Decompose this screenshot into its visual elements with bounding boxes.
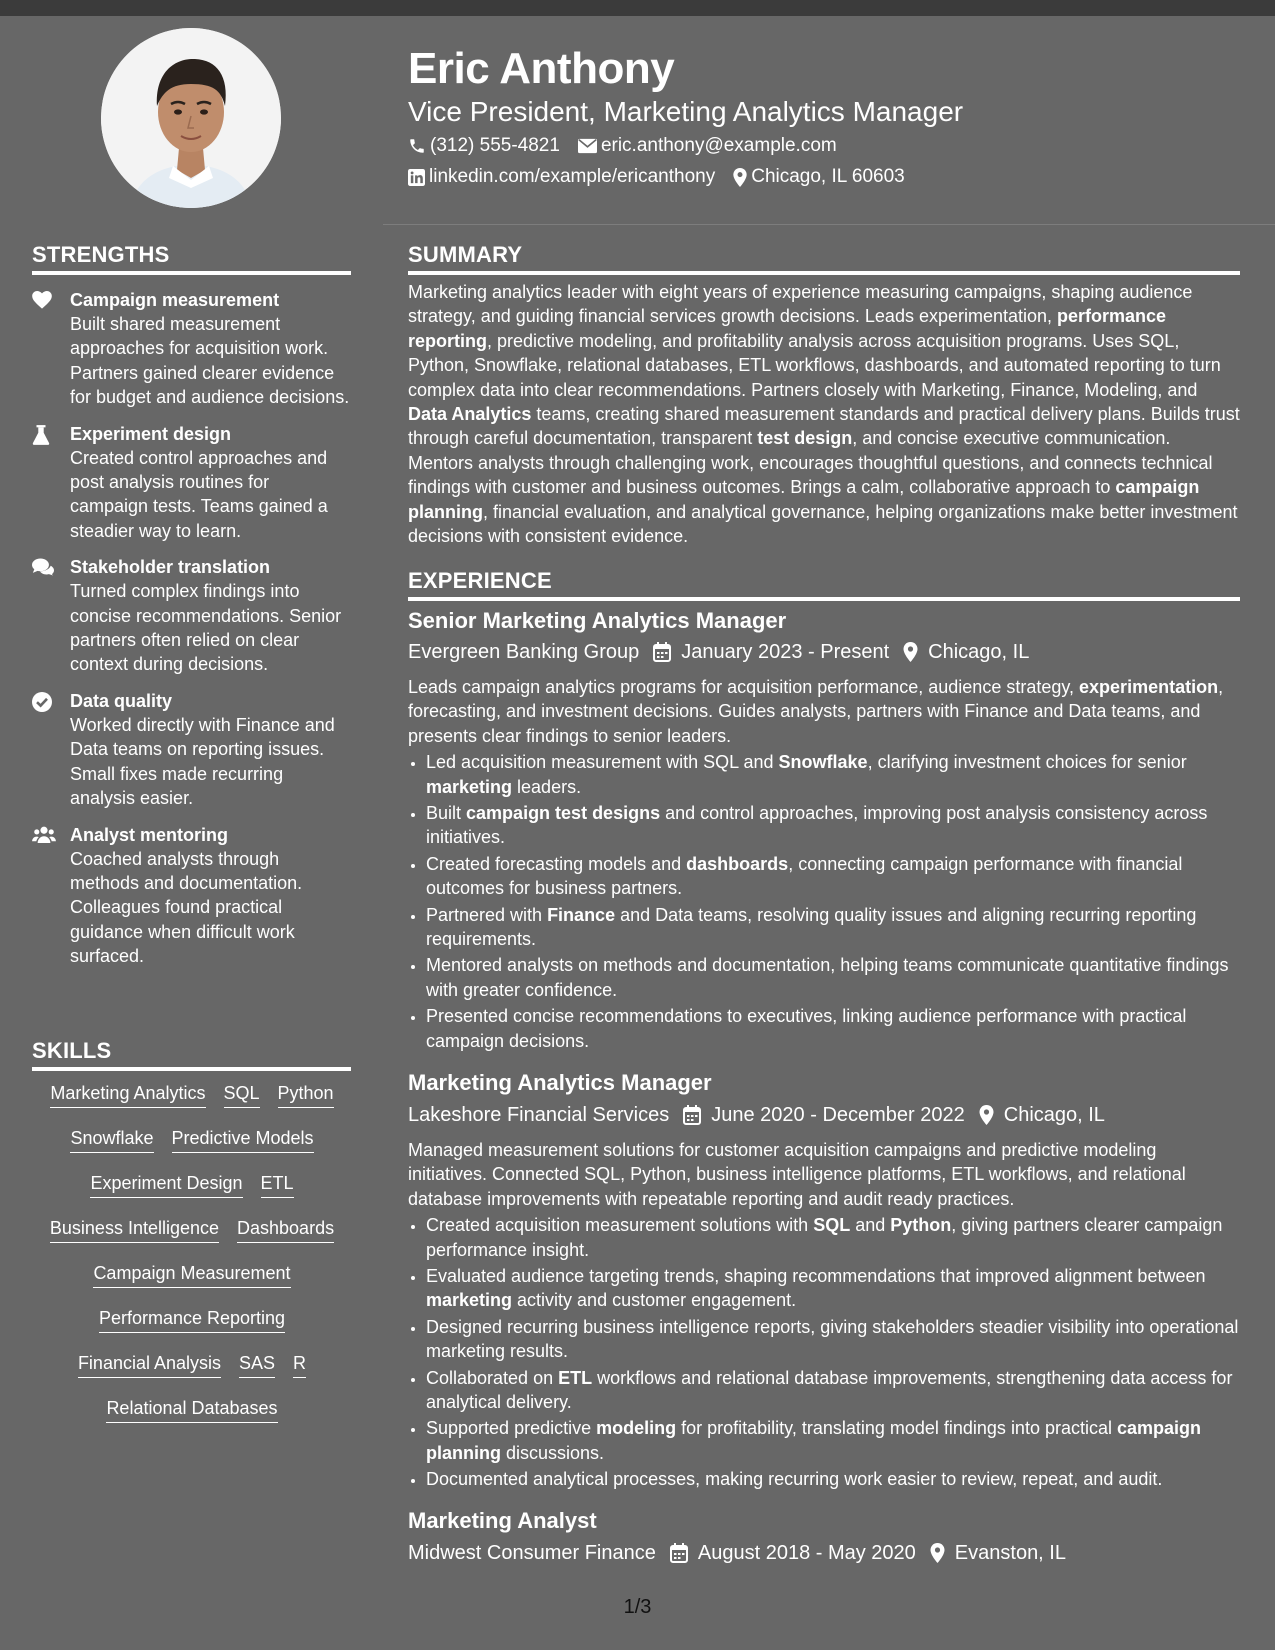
strengths-list (32, 288, 352, 981)
skill-tag: Experiment Design (90, 1172, 242, 1198)
bold-text: ETL (558, 1367, 593, 1388)
bold-text: modeling (596, 1418, 677, 1439)
job-description (408, 675, 1240, 1053)
text-run: and control approaches, improving post analysis consistency across initiatives. (426, 803, 1208, 848)
skill-row (32, 1127, 352, 1172)
bullet-item (426, 1366, 1240, 1415)
top-bar (0, 0, 1275, 16)
job-title: Senior Marketing Analytics Manager (408, 608, 787, 633)
bold-text: experimentation (1079, 677, 1219, 697)
candidate-name: Eric Anthony (408, 44, 675, 93)
bold-text: SQL (813, 1215, 851, 1236)
calendar-icon (670, 1543, 688, 1563)
text-run: Leads campaign analytics programs for acquisition performance, audience strategy, (408, 677, 1080, 697)
contact-location (733, 164, 905, 190)
phone-icon (408, 137, 426, 155)
users-icon (32, 826, 56, 843)
bullet-item (426, 852, 1240, 901)
bold-text: performance reporting (408, 306, 1167, 351)
candidate-title: Vice President, Marketing Analytics Manager (408, 96, 964, 127)
job-location: Chicago, IL (928, 641, 1030, 663)
text-run: , giving partners clearer campaign performance insight. (426, 1215, 1223, 1260)
job-location: Chicago, IL (1003, 1104, 1105, 1126)
text-run: and Data teams, resolving quality issues and aligning recurring reporting requirements. (426, 904, 1197, 950)
skill-tag: Python (278, 1082, 334, 1108)
text-run: Evaluated audience targeting trends, shaping recommendations that improved alignment between (426, 1266, 1206, 1287)
bold-text: marketing (426, 776, 513, 797)
text-run: Designed recurring business intelligence reports, giving stakeholders steadier visibility into operational marketing results. (426, 1316, 1239, 1362)
bold-text: campaign planning (426, 1418, 1202, 1463)
skills-heading: SKILLS (32, 1037, 351, 1071)
text-run: workflows and relational database improvements, strengthening data access for analytical delivery. (426, 1367, 1233, 1413)
skill-tag: Marketing Analytics (50, 1082, 205, 1108)
map-pin-icon (903, 642, 918, 662)
map-pin-icon (930, 1543, 945, 1563)
strength-item (32, 288, 352, 410)
strength-desc: Created control approaches and post analysis routines for campaign tests. Teams gained a steadier way to learn. (70, 447, 328, 541)
strength-title: Analyst mentoring (70, 824, 229, 845)
skill-tag: Business Intelligence (50, 1217, 219, 1243)
bold-text: Data Analytics (408, 404, 532, 425)
skill-row (32, 1172, 352, 1217)
skill-tag: SQL (224, 1082, 260, 1108)
text-run: Marketing analytics leader with eight years of experience measuring campaigns, shaping audience strategy, and guiding financial services growth decisions. Leads experimentation, (408, 282, 1193, 327)
strengths-heading: STRENGTHS (32, 241, 351, 275)
linkedin-icon (408, 169, 425, 186)
job-location: Evanston, IL (954, 1542, 1066, 1564)
bold-text: Python (890, 1215, 952, 1236)
skill-tag: Performance Reporting (99, 1307, 285, 1333)
text-run: discussions. (501, 1442, 605, 1463)
profile-photo (101, 28, 281, 208)
bullet-item (426, 1264, 1240, 1313)
skill-tag: Snowflake (70, 1127, 153, 1153)
job-company: Lakeshore Financial Services (408, 1104, 670, 1126)
text-run: Supported predictive (426, 1418, 597, 1439)
bullet-item (426, 801, 1240, 850)
bold-text: Finance (547, 904, 616, 925)
page-indicator: 1/3 (623, 1596, 652, 1618)
skill-row (32, 1397, 352, 1442)
strength-desc: Worked directly with Finance and Data teams on reporting issues. Small fixes made recurring analysis easier. (70, 714, 335, 809)
bullet-item (426, 903, 1240, 952)
text-run: Partnered with (426, 904, 548, 925)
text-run: Documented analytical processes, making recurring work easier to review, repeat, and audit. (426, 1469, 1163, 1490)
text-run: Collaborated on (426, 1367, 559, 1388)
contact-email[interactable] (578, 133, 837, 159)
job-company: Midwest Consumer Finance (408, 1542, 656, 1564)
job-meta (408, 1539, 1066, 1567)
text-run: , clarifying investment choices for senior (867, 752, 1187, 773)
text-run: Created forecasting models and (426, 853, 687, 874)
comments-icon (32, 558, 54, 576)
text-run: Mentored analysts on methods and documentation, helping teams communicate quantitative findings with greater confidence. (426, 955, 1229, 1000)
strength-desc: Coached analysts through methods and documentation. Colleagues found practical guidance when difficult work surfaced. (70, 848, 303, 967)
text-run: teams, creating shared measurement standards and practical delivery plans. Builds trust through careful documentation, transparent (408, 404, 1240, 449)
job-dates: January 2023 - Present (681, 641, 890, 663)
job-bullets (408, 750, 1240, 1053)
job-dates: June 2020 - December 2022 (711, 1104, 965, 1126)
map-pin-icon (733, 168, 747, 187)
job-company: Evergreen Banking Group (408, 641, 640, 663)
skill-tag: Campaign Measurement (93, 1262, 290, 1288)
bold-text: test design (757, 428, 853, 449)
phone-text: (312) 555-4821 (430, 135, 560, 156)
skill-tag: Dashboards (237, 1217, 334, 1243)
calendar-icon (683, 1105, 701, 1125)
job-bullets (408, 1213, 1240, 1491)
contact-row-2 (408, 164, 923, 190)
flask-icon (32, 425, 50, 445)
bullet-item (426, 1467, 1240, 1491)
strength-item (32, 422, 352, 544)
text-run: Led acquisition measurement with SQL and (426, 752, 779, 773)
strength-title: Experiment design (70, 423, 232, 444)
contact-row-1 (408, 133, 855, 159)
bold-text: campaign test designs (466, 803, 661, 824)
text-run: , and concise executive communication. Mentors analysts through challenging work, encourages thoughtful questions, and connects technical findings with customer and business outcomes. Brings a calm, collaborative approach to (408, 428, 1213, 498)
text-run: , financial evaluation, and analytical governance, helping organizations make better investment decisions with consistent evidence. (408, 501, 1238, 547)
text-run: Presented concise recommendations to executives, linking audience performance with practical campaign decisions. (426, 1006, 1187, 1051)
linkedin-text[interactable]: linkedin.com/example/ericanthony (429, 166, 716, 187)
skill-row (32, 1307, 352, 1352)
strength-title: Campaign measurement (70, 290, 280, 310)
skill-tag: R (293, 1352, 306, 1378)
text-run: Built (426, 803, 467, 824)
bullet-item (426, 1416, 1240, 1465)
location-text: Chicago, IL 60603 (751, 166, 905, 187)
text-run: , predictive modeling, and profitability analysis across acquisition programs. Uses SQL, Python, Snowflake, relational databases, ETL workflows, dashboards, and automated reporting to turn complex data into clear recommendations. Partners closely with Marketing, Finance, Modeling, and (408, 330, 1221, 400)
header-divider (383, 224, 1275, 225)
experience-heading: EXPERIENCE (408, 567, 1240, 601)
text-run: , connecting campaign performance with financial outcomes for business partners. (426, 853, 1183, 899)
job-title: Marketing Analyst (408, 1508, 597, 1533)
contact-phone (408, 133, 560, 159)
strength-desc: Built shared measurement approaches for acquisition work. Partners gained clearer evidence for budget and audience decisions. (70, 314, 350, 408)
skill-tag: Predictive Models (172, 1127, 314, 1153)
summary-heading: SUMMARY (408, 241, 1240, 275)
skill-tag: ETL (261, 1172, 294, 1198)
job-summary (408, 1138, 1240, 1211)
job-description (408, 1138, 1240, 1492)
envelope-icon (578, 138, 597, 154)
text-run: Created acquisition measurement solutions with (426, 1215, 814, 1236)
bullet-item (426, 1315, 1240, 1364)
strength-item (32, 555, 352, 677)
summary-text (408, 280, 1240, 548)
strength-item (32, 823, 352, 969)
text-run: activity and customer engagement. (512, 1290, 797, 1311)
bullet-item (426, 953, 1240, 1002)
skill-tag: Relational Databases (106, 1397, 277, 1423)
text-run: , forecasting, and investment decisions. Guides analysts, partners with Finance and Data teams, and presents clear findings to senior leaders. (408, 677, 1224, 746)
text-run: leaders. (512, 776, 582, 797)
skill-row (32, 1082, 352, 1127)
job-title: Marketing Analytics Manager (408, 1070, 712, 1095)
skills-list (32, 1082, 352, 1442)
strength-title: Data quality (70, 690, 173, 711)
email-text[interactable]: eric.anthony@example.com (600, 135, 837, 156)
job-meta (408, 638, 1029, 666)
calendar-icon (653, 642, 671, 662)
bold-text: dashboards (686, 853, 789, 874)
skill-tag: SAS (239, 1352, 275, 1378)
strength-item (32, 689, 352, 811)
bullet-item (426, 1213, 1240, 1262)
text-run: Managed measurement solutions for customer acquisition campaigns and predictive modeling initiatives. Connected SQL, Python, business intelligence platforms, ETL workflows, and relational database improvements with repeatable reporting and audit ready practices. (408, 1140, 1186, 1209)
map-pin-icon (979, 1105, 994, 1125)
check-circle-icon (32, 692, 52, 712)
skill-row (32, 1352, 352, 1397)
bullet-item (426, 1004, 1240, 1053)
bullet-item (426, 750, 1240, 799)
strength-title: Stakeholder translation (70, 557, 271, 578)
bold-text: campaign planning (408, 477, 1200, 522)
strength-desc: Turned complex findings into concise recommendations. Senior partners often relied on clear context during decisions. (70, 581, 342, 675)
bold-text: marketing (426, 1290, 513, 1311)
job-dates: August 2018 - May 2020 (697, 1542, 916, 1564)
heart-icon (32, 291, 52, 309)
text-run: for profitability, translating model findings into practical (676, 1418, 1117, 1439)
job-summary (408, 675, 1240, 748)
job-meta (408, 1101, 1105, 1129)
text-run: and (850, 1215, 891, 1236)
skill-row (32, 1217, 352, 1262)
contact-linkedin[interactable] (408, 164, 715, 190)
skill-row (32, 1262, 352, 1307)
bold-text: Snowflake (778, 752, 868, 773)
skill-tag: Financial Analysis (78, 1352, 221, 1378)
